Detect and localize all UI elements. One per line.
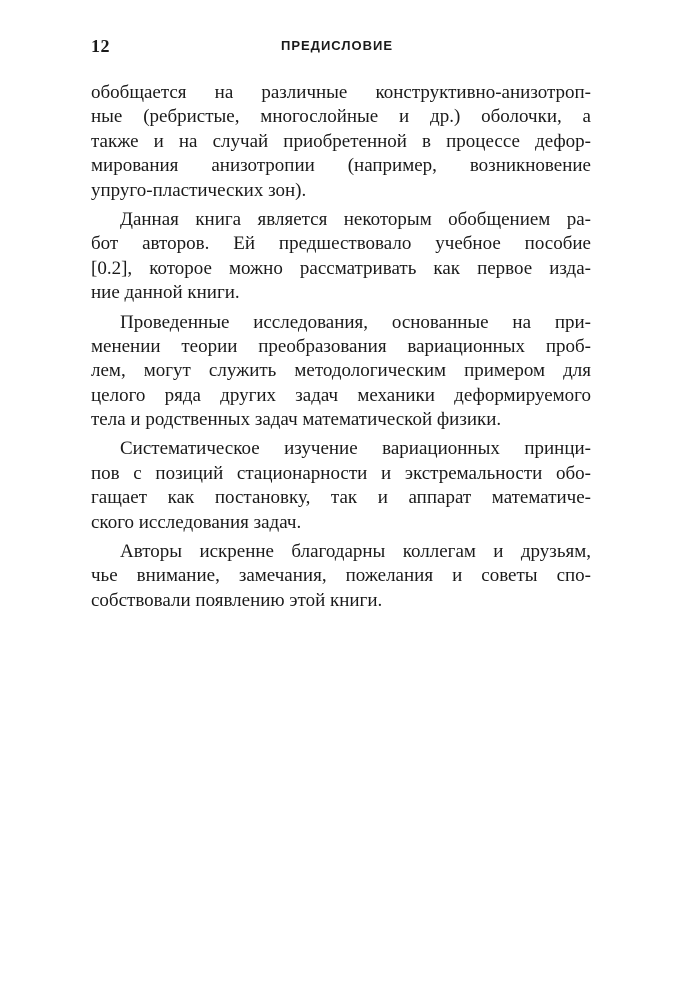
text-line: тела и родственных задач математической физики. bbox=[91, 409, 502, 431]
text-line: чье внимание, замечания, пожелания и советы спо- bbox=[91, 565, 591, 587]
text-line: также и на случай приобретенной в процессе дефор- bbox=[91, 130, 591, 152]
paragraph bbox=[91, 208, 591, 306]
text-line: лем, могут служить методологическим примером для bbox=[91, 360, 591, 382]
text-line: обобщается на различные конструктивно-анизотроп- bbox=[91, 82, 591, 103]
text-line: бот авторов. Ей предшествовало учебное пособие bbox=[91, 233, 591, 255]
text-line: Данная книга является некоторым обобщением ра- bbox=[120, 208, 591, 230]
text-line: Проведенные исследования, основанные на при- bbox=[120, 311, 591, 333]
text-line: [0.2], которое можно рассматривать как первое изда- bbox=[91, 257, 591, 279]
text-line: пов с позиций стационарности и экстремальности обо- bbox=[91, 462, 591, 484]
text-line: Авторы искренне благодарны коллегам и друзьям, bbox=[120, 541, 591, 563]
text-line: менении теории преобразования вариационных проб- bbox=[91, 335, 591, 357]
text-line: целого ряда других задач механики деформируемого bbox=[91, 384, 591, 406]
text-line: упруго-пластических зон). bbox=[91, 179, 307, 201]
text-line: ние данной книги. bbox=[91, 282, 240, 304]
paragraph bbox=[91, 540, 591, 613]
paragraph bbox=[91, 311, 591, 433]
paragraph bbox=[91, 437, 591, 535]
running-title: ПРЕДИСЛОВИЕ bbox=[281, 38, 393, 53]
text-line: Систематическое изучение вариационных принци- bbox=[120, 438, 591, 460]
body-text bbox=[91, 81, 591, 618]
page-number: 12 bbox=[91, 36, 110, 56]
page-header bbox=[91, 36, 591, 60]
text-line: мирования анизотропии (например, возникновение bbox=[91, 155, 591, 177]
text-line: ные (ребристые, многослойные и др.) оболочки, а bbox=[91, 106, 591, 128]
paragraph bbox=[91, 81, 591, 203]
text-line: гащает как постановку, так и аппарат математиче- bbox=[91, 487, 591, 509]
text-line: собствовали появлению этой книги. bbox=[91, 589, 383, 611]
text-line: ского исследования задач. bbox=[91, 511, 302, 533]
